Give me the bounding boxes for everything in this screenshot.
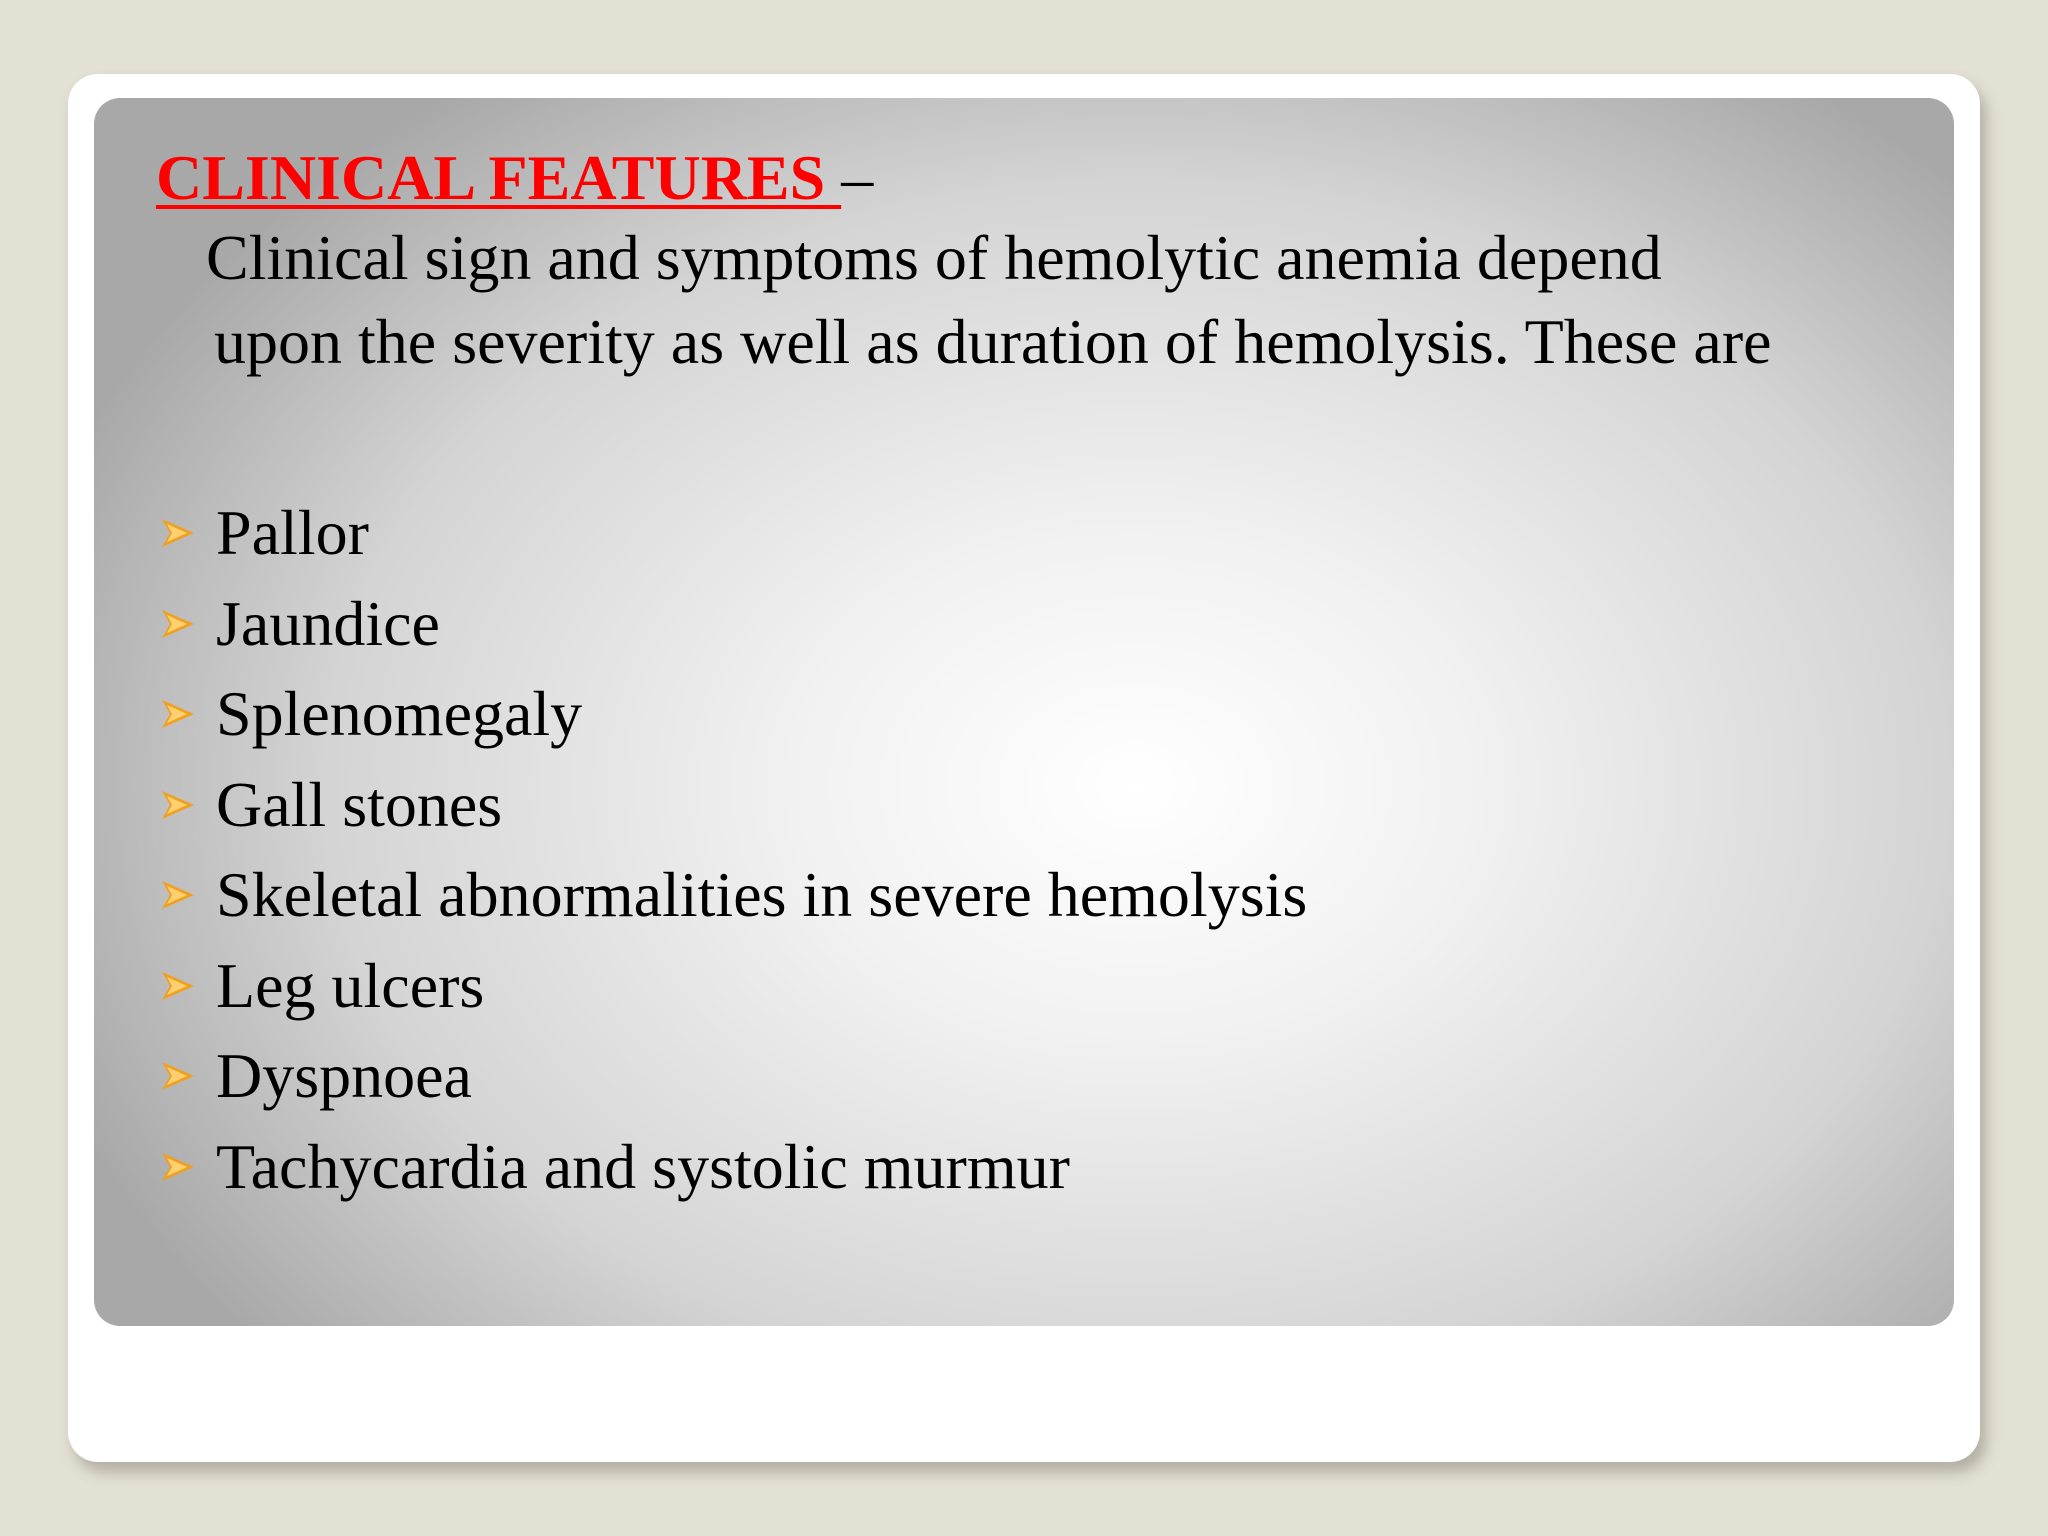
feature-list xyxy=(156,488,1307,1212)
feature-list-item-label: Pallor xyxy=(216,497,369,569)
content-panel xyxy=(94,98,1954,1326)
intro-line-2: upon the severity as well as duration of hemolysis. These are xyxy=(214,306,1772,377)
feature-list-item-label: Skeletal abnormalities in severe hemolysis xyxy=(216,859,1308,931)
arrowhead-bullet-icon xyxy=(156,604,200,644)
arrowhead-bullet-icon xyxy=(156,694,200,734)
feature-list-item-label: Jaundice xyxy=(216,587,440,659)
arrowhead-bullet-icon xyxy=(156,1056,200,1096)
intro-paragraph xyxy=(206,216,1772,384)
feature-list-item-label: Dyspnoea xyxy=(216,1040,472,1112)
feature-list-item xyxy=(156,760,1307,851)
arrowhead-bullet-icon xyxy=(156,966,200,1006)
slide-heading xyxy=(156,138,873,218)
arrowhead-bullet-icon xyxy=(156,513,200,553)
feature-list-item xyxy=(156,488,1307,579)
arrowhead-bullet-icon xyxy=(156,1147,200,1187)
feature-list-item-label: Leg ulcers xyxy=(216,949,485,1021)
feature-list-item xyxy=(156,579,1307,670)
feature-list-item-label: Tachycardia and systolic murmur xyxy=(216,1130,1070,1202)
feature-list-item-label: Splenomegaly xyxy=(216,678,583,750)
feature-list-item-label: Gall stones xyxy=(216,768,503,840)
feature-list-item xyxy=(156,1122,1307,1213)
slide-frame xyxy=(68,74,1980,1462)
intro-line-1: Clinical sign and symptoms of hemolytic anemia depend xyxy=(206,222,1662,293)
feature-list-item xyxy=(156,850,1307,941)
feature-list-item xyxy=(156,1031,1307,1122)
arrowhead-bullet-icon xyxy=(156,875,200,915)
heading-title: CLINICAL FEATURES xyxy=(156,142,842,213)
arrowhead-bullet-icon xyxy=(156,785,200,825)
feature-list-item xyxy=(156,941,1307,1032)
feature-list-item xyxy=(156,669,1307,760)
heading-dash: – xyxy=(841,142,874,213)
